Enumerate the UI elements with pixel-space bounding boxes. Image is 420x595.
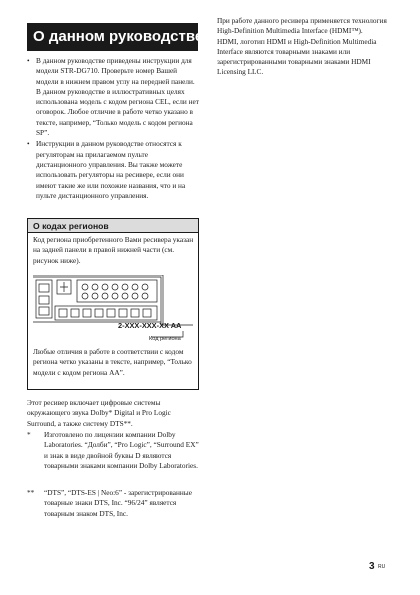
footnote-mark: *	[27, 430, 31, 439]
hdmi-notice	[217, 16, 397, 78]
footnote-dts	[27, 488, 199, 533]
region-box-intro: Код региона приобретенного Вами ресивера указан на задней панели в правой нижней части (см. рисунок ниже).	[33, 235, 194, 265]
page-language-suffix: RU	[378, 564, 386, 570]
hdmi-trademark-paragraph: HDMI, логотип HDMI и High-Definition Multimedia Interface являются товарными знаками или зарегистрированными товарными знаками HDMI Licensing LLC.	[217, 36, 377, 77]
hdmi-paragraph: При работе данного ресивера применяется технология High-Definition Multimedia Interface (HDMI™).	[217, 16, 387, 36]
region-code-box	[27, 218, 199, 390]
page-title: О данном руководстве	[27, 23, 198, 51]
bullet-item-model: • В данном руководстве приведены инструкции для модели STR-DG710. Проверьте номер Вашей модели в нижнем правом углу на передней панели. В данном руководстве в иллюстративных целях использована модель с кодом региона CEL, если нет оговорок. Любое отличие в работе четко указано в тексте, например, “Только модель с кодом региона SP”.	[27, 56, 199, 138]
footnote-text: Изготовлено по лицензии компании Dolby Laboratories. “Долби”, “Pro Logic”, “Surround EX” и знак в виде двойной буквы D являются товарными знаками компании Dolby Laboratories.	[44, 430, 199, 470]
bullet-item-remote: • Инструкции в данном руководстве относятся к регуляторам на прилагаемом пульте дистанционного управления. Вы также можете использовать регуляторы на ресивере, если они имеют такие же или похожие названия, что и на пульте дистанционного управления.	[27, 139, 199, 201]
region-code-label: 2-XXX-XXX-XX AA	[118, 321, 182, 330]
page-number: 3	[369, 561, 375, 572]
region-box-title: О кодах регионов	[28, 219, 198, 233]
region-code-caption: Код региона	[149, 336, 181, 342]
footnote-text: “DTS”, “DTS-ES | Neo:6” - зарегистрированные товарные знаки DTS, Inc. “96/24” является товарным знаком DTS, Inc.	[44, 488, 192, 518]
rear-panel-illustration	[33, 275, 198, 345]
surround-intro: Этот ресивер включает цифровые системы окружающего звука Dolby* Digital и Pro Logic Surround, а также систему DTS**.	[27, 398, 171, 428]
bullet-list	[27, 56, 199, 202]
footnote-mark: **	[27, 488, 35, 497]
region-box-note: Любые отличия в работе в соответствии с кодом региона четко указаны в тексте, например, “Только модели с кодом региона AA”.	[33, 347, 192, 377]
footnote-dolby	[27, 430, 199, 485]
